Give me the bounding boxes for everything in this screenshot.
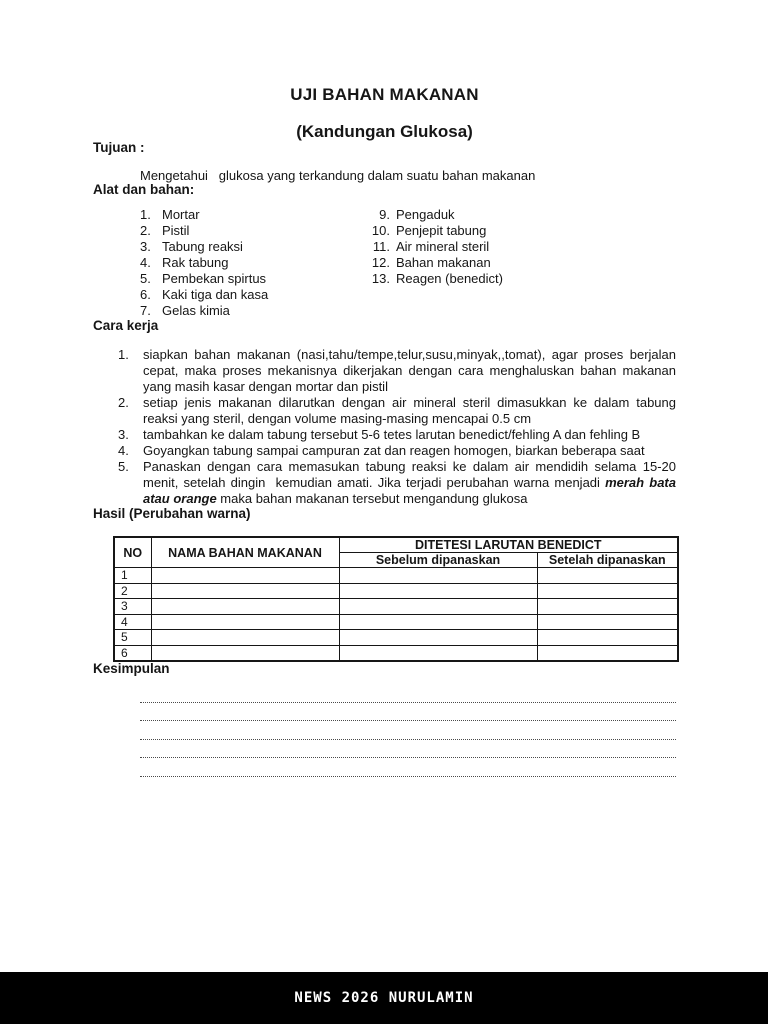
table-row — [114, 630, 678, 646]
item-label: Rak tabung — [162, 255, 229, 270]
table-row — [114, 645, 678, 661]
section-heading-hasil: Hasil (Perubahan warna) — [93, 506, 251, 521]
col-header-no: NO — [114, 537, 151, 568]
cell-sebelum — [339, 583, 537, 599]
step-number: 1. — [118, 347, 129, 362]
item-number: 4. — [140, 255, 151, 270]
step-text: tambahkan ke dalam tabung tersebut 5-6 tetes larutan benedict/fehling A dan fehling B — [143, 427, 641, 442]
list-item — [140, 223, 368, 239]
cell-setelah — [537, 630, 678, 646]
answer-line — [140, 740, 676, 759]
list-item — [140, 239, 368, 255]
item-number: 10. — [371, 223, 390, 238]
alat-list-left — [140, 207, 368, 319]
col-header-nama: NAMA BAHAN MAKANAN — [151, 537, 339, 568]
step-item — [93, 395, 684, 427]
page-title: UJI BAHAN MAKANAN — [290, 85, 479, 104]
step-number: 2. — [118, 395, 129, 410]
list-item — [368, 271, 503, 287]
cell-sebelum — [339, 645, 537, 661]
kesimpulan-answer-area — [140, 684, 676, 777]
item-number: 5. — [140, 271, 151, 286]
item-number: 9. — [379, 207, 390, 222]
cell-sebelum — [339, 599, 537, 615]
row-number-cell: 4 — [114, 614, 151, 630]
hasil-table — [113, 536, 679, 662]
list-item — [140, 255, 368, 271]
footer-text: NEWS 2026 NURULAMIN — [294, 990, 474, 1006]
answer-line — [140, 758, 676, 777]
cara-kerja-steps — [93, 347, 684, 507]
step-text — [143, 459, 680, 507]
table-row — [114, 599, 678, 615]
col-header-setelah: Setelah dipanaskan — [537, 553, 678, 568]
cell-setelah — [537, 645, 678, 661]
item-label: Gelas kimia — [162, 303, 230, 318]
table-row — [114, 583, 678, 599]
cell-nama — [151, 599, 339, 615]
step-item — [93, 443, 676, 459]
item-label: Penjepit tabung — [396, 223, 487, 238]
item-label: Reagen (benedict) — [396, 271, 503, 286]
step-item — [93, 347, 680, 395]
step-number: 5. — [118, 459, 129, 474]
answer-line — [140, 721, 676, 740]
step-text-segment: Panaskan dengan cara memasukan tabung reaksi ke dalam air mendidih selama 15-20 menit, setelah dingin kemudian amati. Jika terjadi perubahan warna menjadi — [143, 459, 680, 490]
item-number: 6. — [140, 287, 151, 302]
table-header-row — [114, 537, 678, 553]
step-number: 3. — [118, 427, 129, 442]
item-label: Bahan makanan — [396, 255, 491, 270]
cell-nama — [151, 630, 339, 646]
list-item — [368, 207, 503, 223]
cell-setelah — [537, 599, 678, 615]
table-row — [114, 568, 678, 584]
item-number: 13. — [371, 271, 390, 286]
item-label: Pistil — [162, 223, 190, 238]
col-header-group: DITETESI LARUTAN BENEDICT — [339, 537, 678, 553]
item-label: Mortar — [162, 207, 200, 222]
item-label: Pembekan spirtus — [162, 271, 267, 286]
item-number: 3. — [140, 239, 151, 254]
item-label: Kaki tiga dan kasa — [162, 287, 269, 302]
step-item — [93, 427, 676, 443]
item-label: Air mineral steril — [396, 239, 490, 254]
alat-list-right — [368, 207, 503, 319]
step-text-emphasis: merah bata atau orange — [143, 475, 680, 506]
item-label: Pengaduk — [396, 207, 455, 222]
tujuan-text: Mengetahui glukosa yang terkandung dalam suatu bahan makanan — [140, 168, 536, 183]
col-header-sebelum: Sebelum dipanaskan — [339, 553, 537, 568]
list-item — [140, 287, 368, 303]
cell-setelah — [537, 583, 678, 599]
item-number: 12. — [371, 255, 390, 270]
answer-line — [140, 703, 676, 722]
list-item — [140, 271, 368, 287]
cell-nama — [151, 645, 339, 661]
cell-setelah — [537, 568, 678, 584]
row-number-cell: 1 — [114, 568, 151, 584]
cell-sebelum — [339, 630, 537, 646]
footer-bar — [0, 972, 768, 1024]
step-text-segment: maka bahan makanan tersebut mengandung glukosa — [216, 491, 528, 506]
alat-bahan-lists — [140, 207, 676, 319]
step-number: 4. — [118, 443, 129, 458]
step-item — [93, 459, 680, 507]
step-text: Goyangkan tabung sampai campuran zat dan reagen homogen, biarkan beberapa saat — [143, 443, 645, 458]
cell-nama — [151, 583, 339, 599]
row-number-cell: 2 — [114, 583, 151, 599]
cell-sebelum — [339, 614, 537, 630]
item-number: 1. — [140, 207, 151, 222]
item-label: Tabung reaksi — [162, 239, 243, 254]
row-number-cell: 5 — [114, 630, 151, 646]
list-item — [140, 207, 368, 223]
step-text: setiap jenis makanan dilarutkan dengan air mineral steril dimasukkan ke dalam tabung reaksi yang steril, dengan volume masing-masing mencapai 0.5 cm — [143, 395, 684, 426]
section-heading-tujuan: Tujuan : — [93, 140, 145, 155]
section-heading-cara: Cara kerja — [93, 318, 159, 333]
item-number: 2. — [140, 223, 151, 238]
row-number-cell: 6 — [114, 645, 151, 661]
step-text: siapkan bahan makanan (nasi,tahu/tempe,telur,susu,minyak,,tomat), agar proses berjalan cepat, maka proses mekanisnya dikerjakan dengan cara menghaluskan bahan makanan yang masih kasar dengan mortar dan pistil — [143, 347, 680, 394]
list-item — [368, 223, 503, 239]
list-item — [368, 239, 503, 255]
cell-nama — [151, 614, 339, 630]
table-row — [114, 614, 678, 630]
list-item — [368, 255, 503, 271]
section-heading-alat: Alat dan bahan: — [93, 182, 195, 197]
page-subtitle: (Kandungan Glukosa) — [296, 122, 473, 141]
cell-setelah — [537, 614, 678, 630]
answer-line — [140, 684, 676, 703]
cell-nama — [151, 568, 339, 584]
list-item — [140, 303, 368, 319]
section-heading-kesimpulan: Kesimpulan — [93, 661, 170, 676]
item-number: 7. — [140, 303, 151, 318]
item-number: 11. — [372, 239, 390, 254]
row-number-cell: 3 — [114, 599, 151, 615]
cell-sebelum — [339, 568, 537, 584]
document-page — [93, 0, 684, 777]
